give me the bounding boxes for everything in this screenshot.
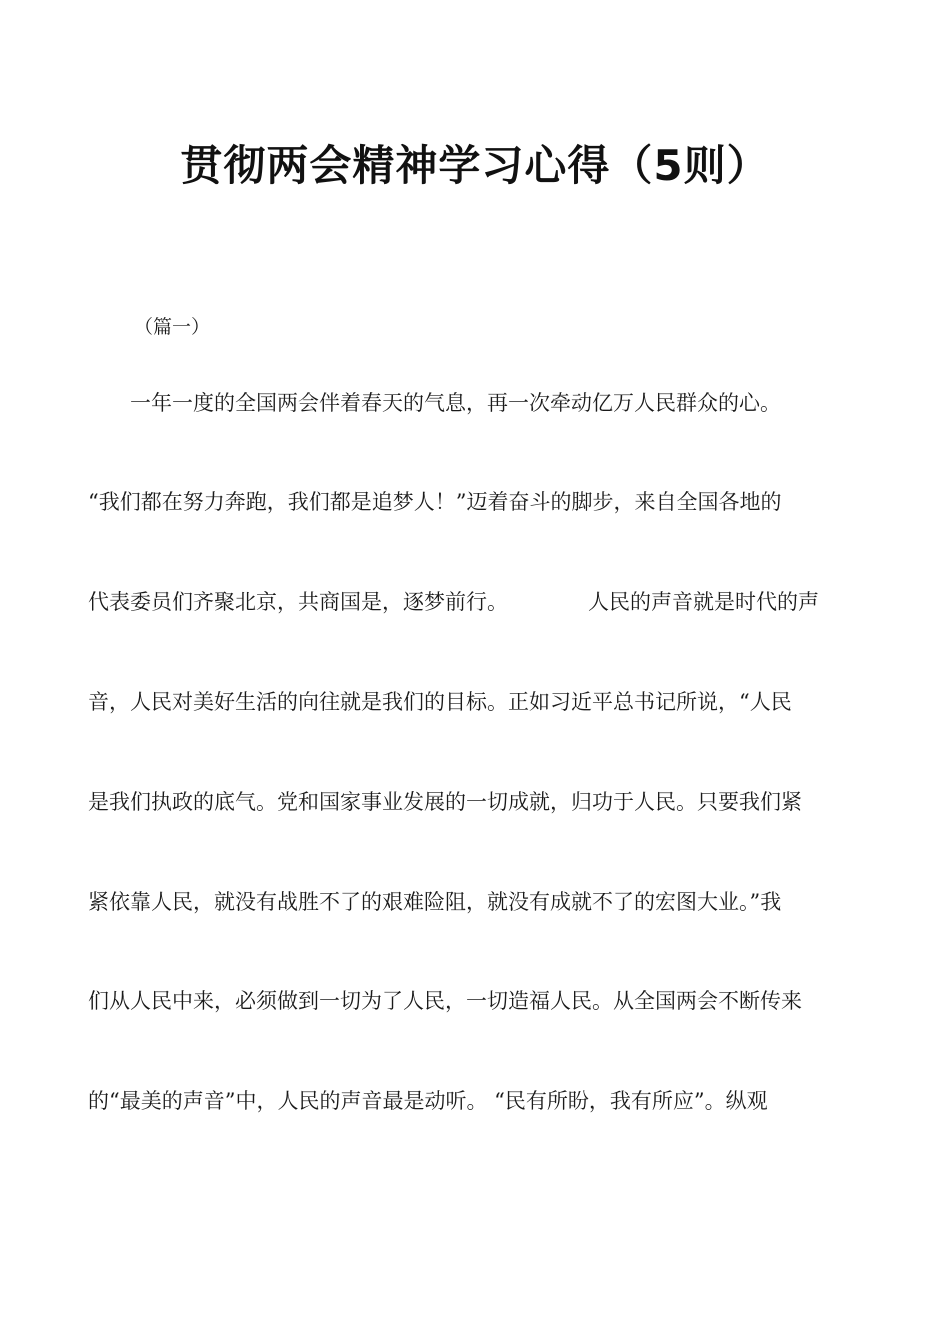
document-title: 贯彻两会精神学习心得（5则） — [180, 141, 770, 190]
paragraph-line: “我们都在努力奔跑，我们都是追梦人！”迈着奋斗的脚步，来自全国各地的 — [88, 490, 782, 514]
paragraph-line: 音，人民对美好生活的向往就是我们的目标。正如习近平总书记所说，“人民 — [88, 690, 792, 714]
paragraph-line: 一年一度的全国两会伴着春天的气息，再一次牵动亿万人民群众的心。 — [130, 391, 781, 415]
paragraph-line — [88, 588, 868, 616]
paragraph-line: 的“最美的声音”中，人民的声音最是动听。 “民有所盼，我有所应”。纵观 — [88, 1089, 768, 1113]
paragraph-line: 是我们执政的底气。党和国家事业发展的一切成就，归功于人民。只要我们紧 — [88, 790, 802, 814]
paragraph-line-part: 人民的声音就是时代的声 — [588, 590, 819, 614]
section-label: （篇一） — [134, 316, 211, 338]
paragraph-line-part: 代表委员们齐聚北京，共商国是，逐梦前行。 — [88, 590, 508, 614]
paragraph-line: 们从人民中来，必须做到一切为了人民，一切造福人民。从全国两会不断传来 — [88, 989, 802, 1013]
paragraph-line: 紧依靠人民，就没有战胜不了的艰难险阻，就没有成就不了的宏图大业。”我 — [88, 890, 782, 914]
